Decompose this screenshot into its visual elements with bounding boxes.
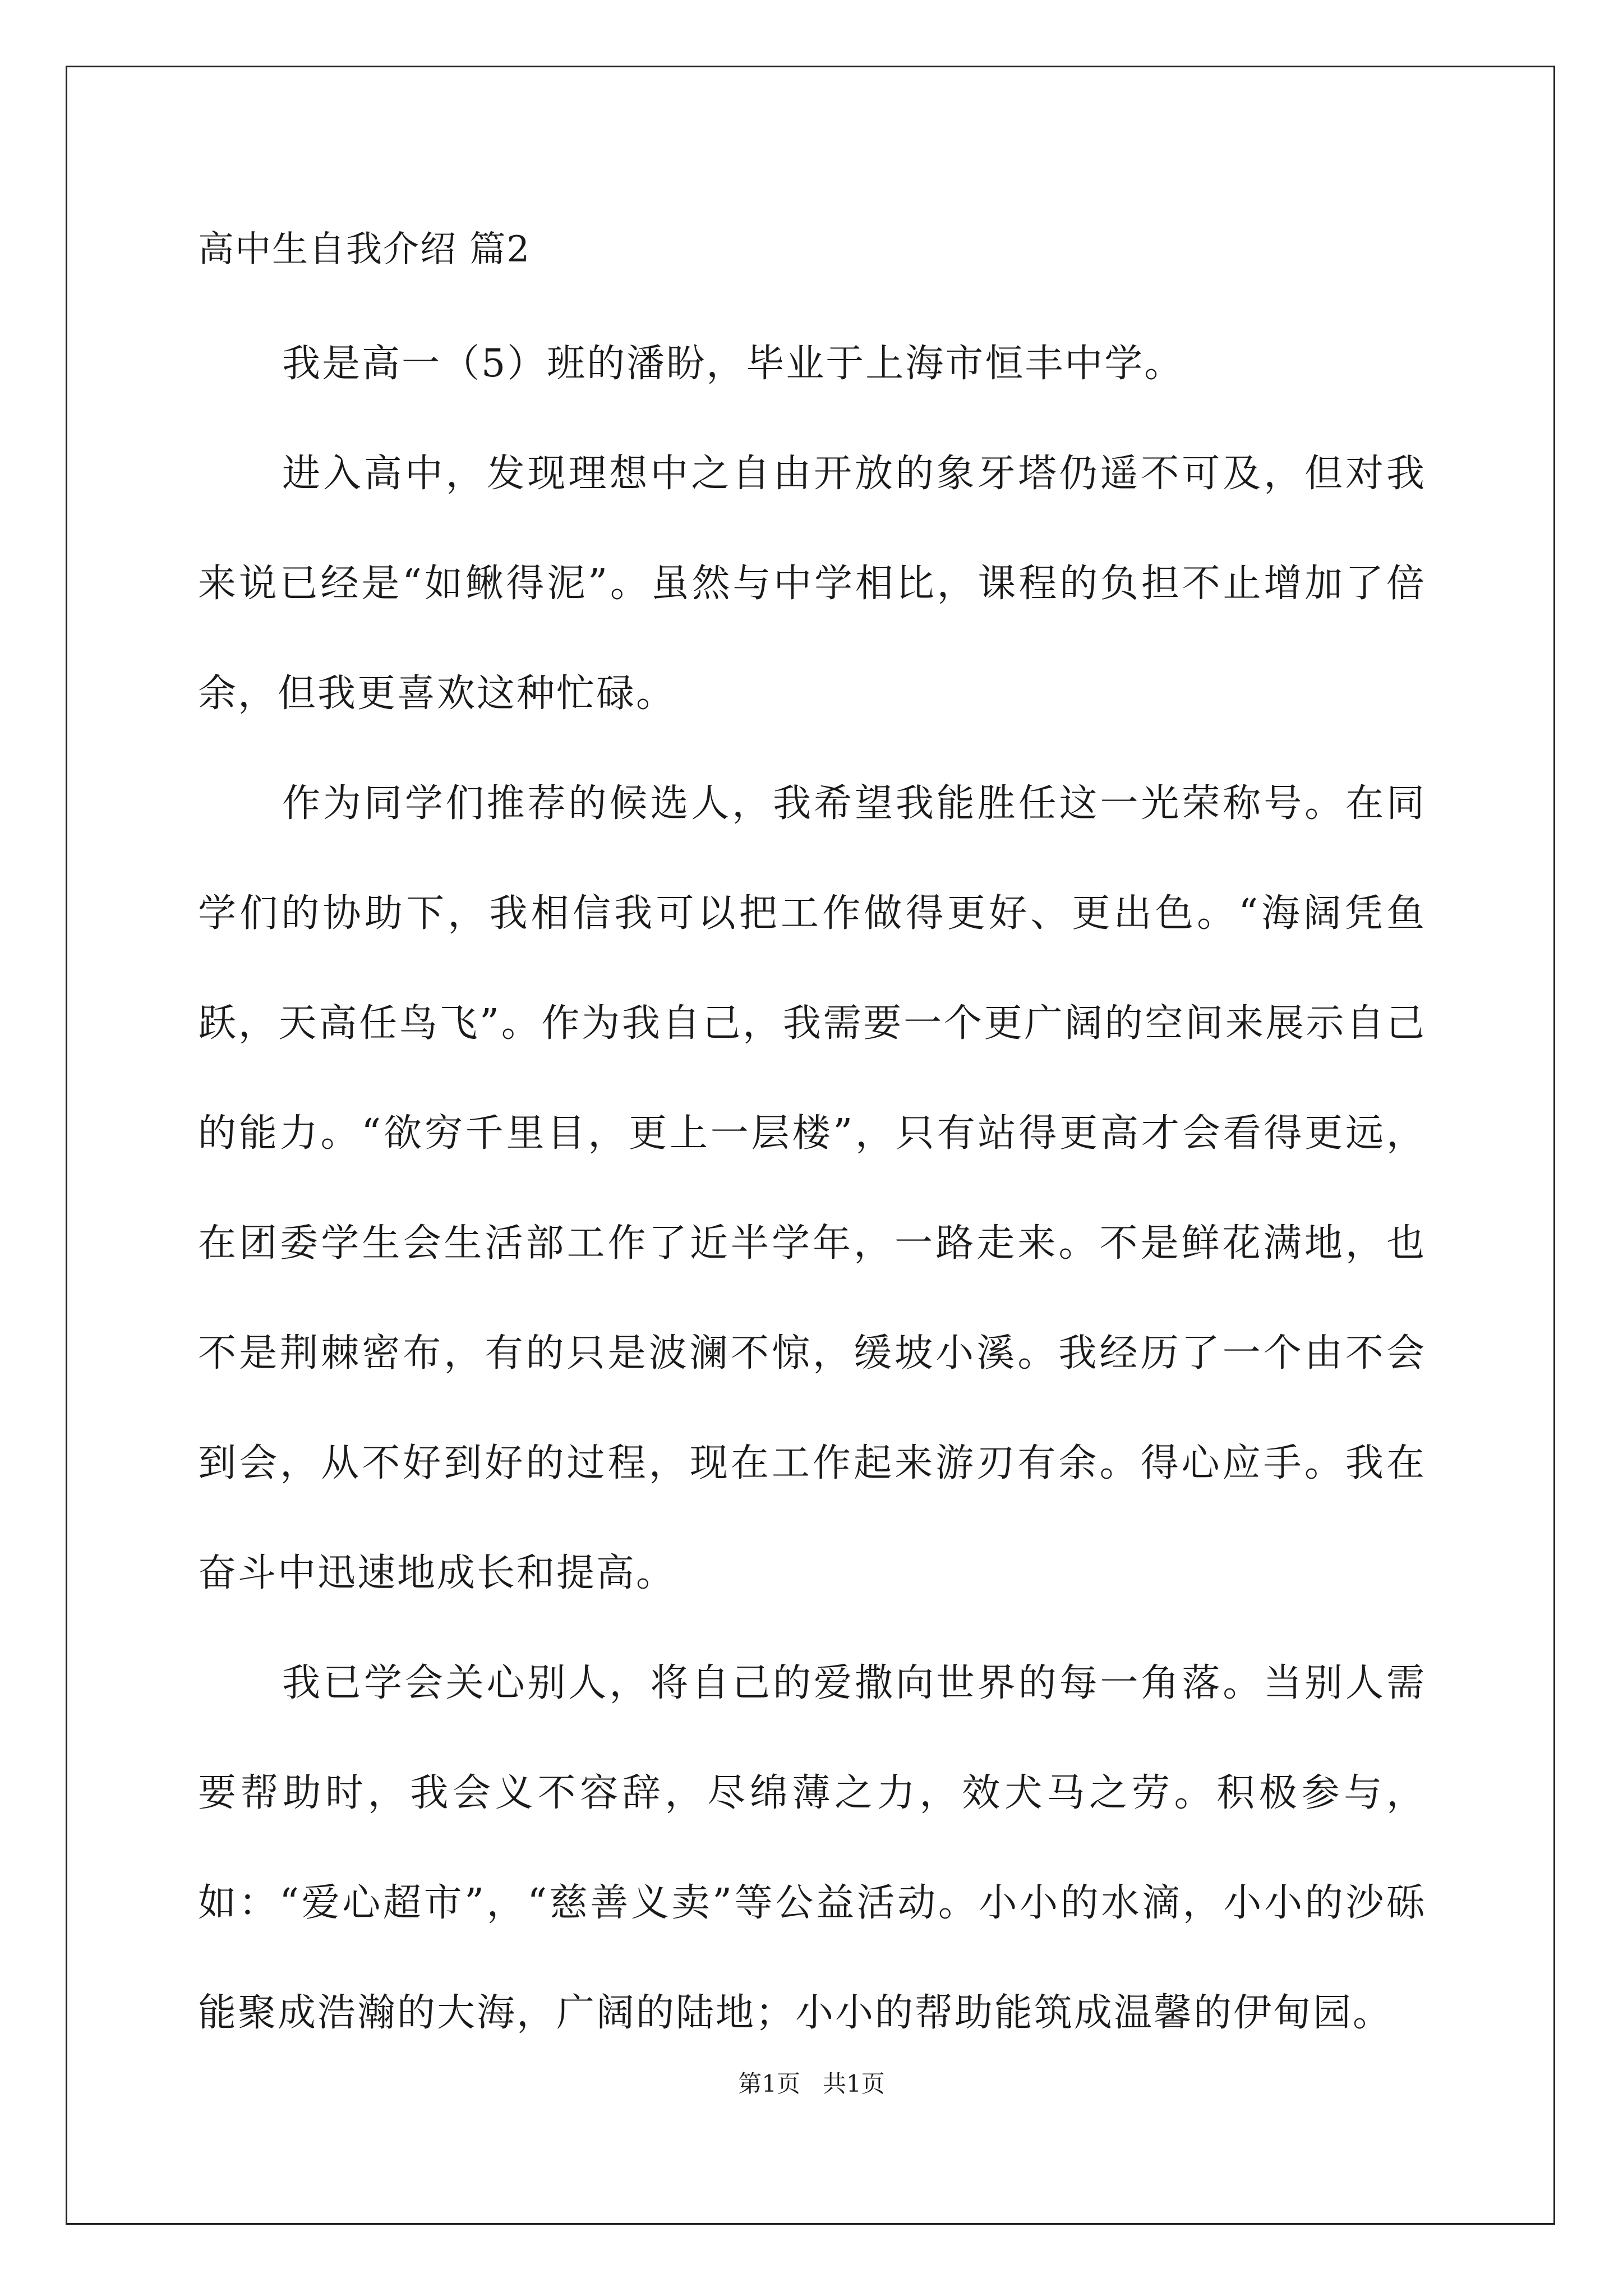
paragraph-3: 作为同学们推荐的候选人，我希望我能胜任这一光荣称号。在同学们的协助下，我相信我可以把工作做得更好、更出色。“海阔凭鱼跃，天高任鸟飞”。作为我自己，我需要一个更广阔的空间来展示自己的能力。“欲穷千里目，更上一层楼”，只有站得更高才会看得更远，在团委学生会生活部工作了近半学年，一路走来。不是鲜花满地，也不是荆棘密布，有的只是波澜不惊，缓坡小溪。我经历了一个由不会到会，从不好到好的过程，现在工作起来游刃有余。得心应手。我在奋斗中迅速地成长和提高。 <box>198 781 1426 1595</box>
page-number-footer: 第1页 共1页 <box>738 2070 885 2097</box>
document-title: 高中生自我介绍 篇2 <box>198 229 531 270</box>
paragraph-4: 我已学会关心别人，将自己的爱撒向世界的每一角落。当别人需要帮助时，我会义不容辞，尽绵薄之力，效犬马之劳。积极参与，如：“爱心超市”，“慈善义卖”等公益活动。小小的水滴，小小的沙砾能聚成浩瀚的大海，广阔的陆地；小小的帮助能筑成温馨的伊甸园。 <box>198 1661 1426 2035</box>
paragraph-2: 进入高中，发现理想中之自由开放的象牙塔仍遥不可及，但对我来说已经是“如鳅得泥”。虽然与中学相比，课程的负担不止增加了倍余，但我更喜欢这种忙碌。 <box>198 452 1426 716</box>
document-body <box>198 222 1426 2068</box>
paragraph-1: 我是高一（5）班的潘盼，毕业于上海市恒丰中学。 <box>282 342 1184 386</box>
